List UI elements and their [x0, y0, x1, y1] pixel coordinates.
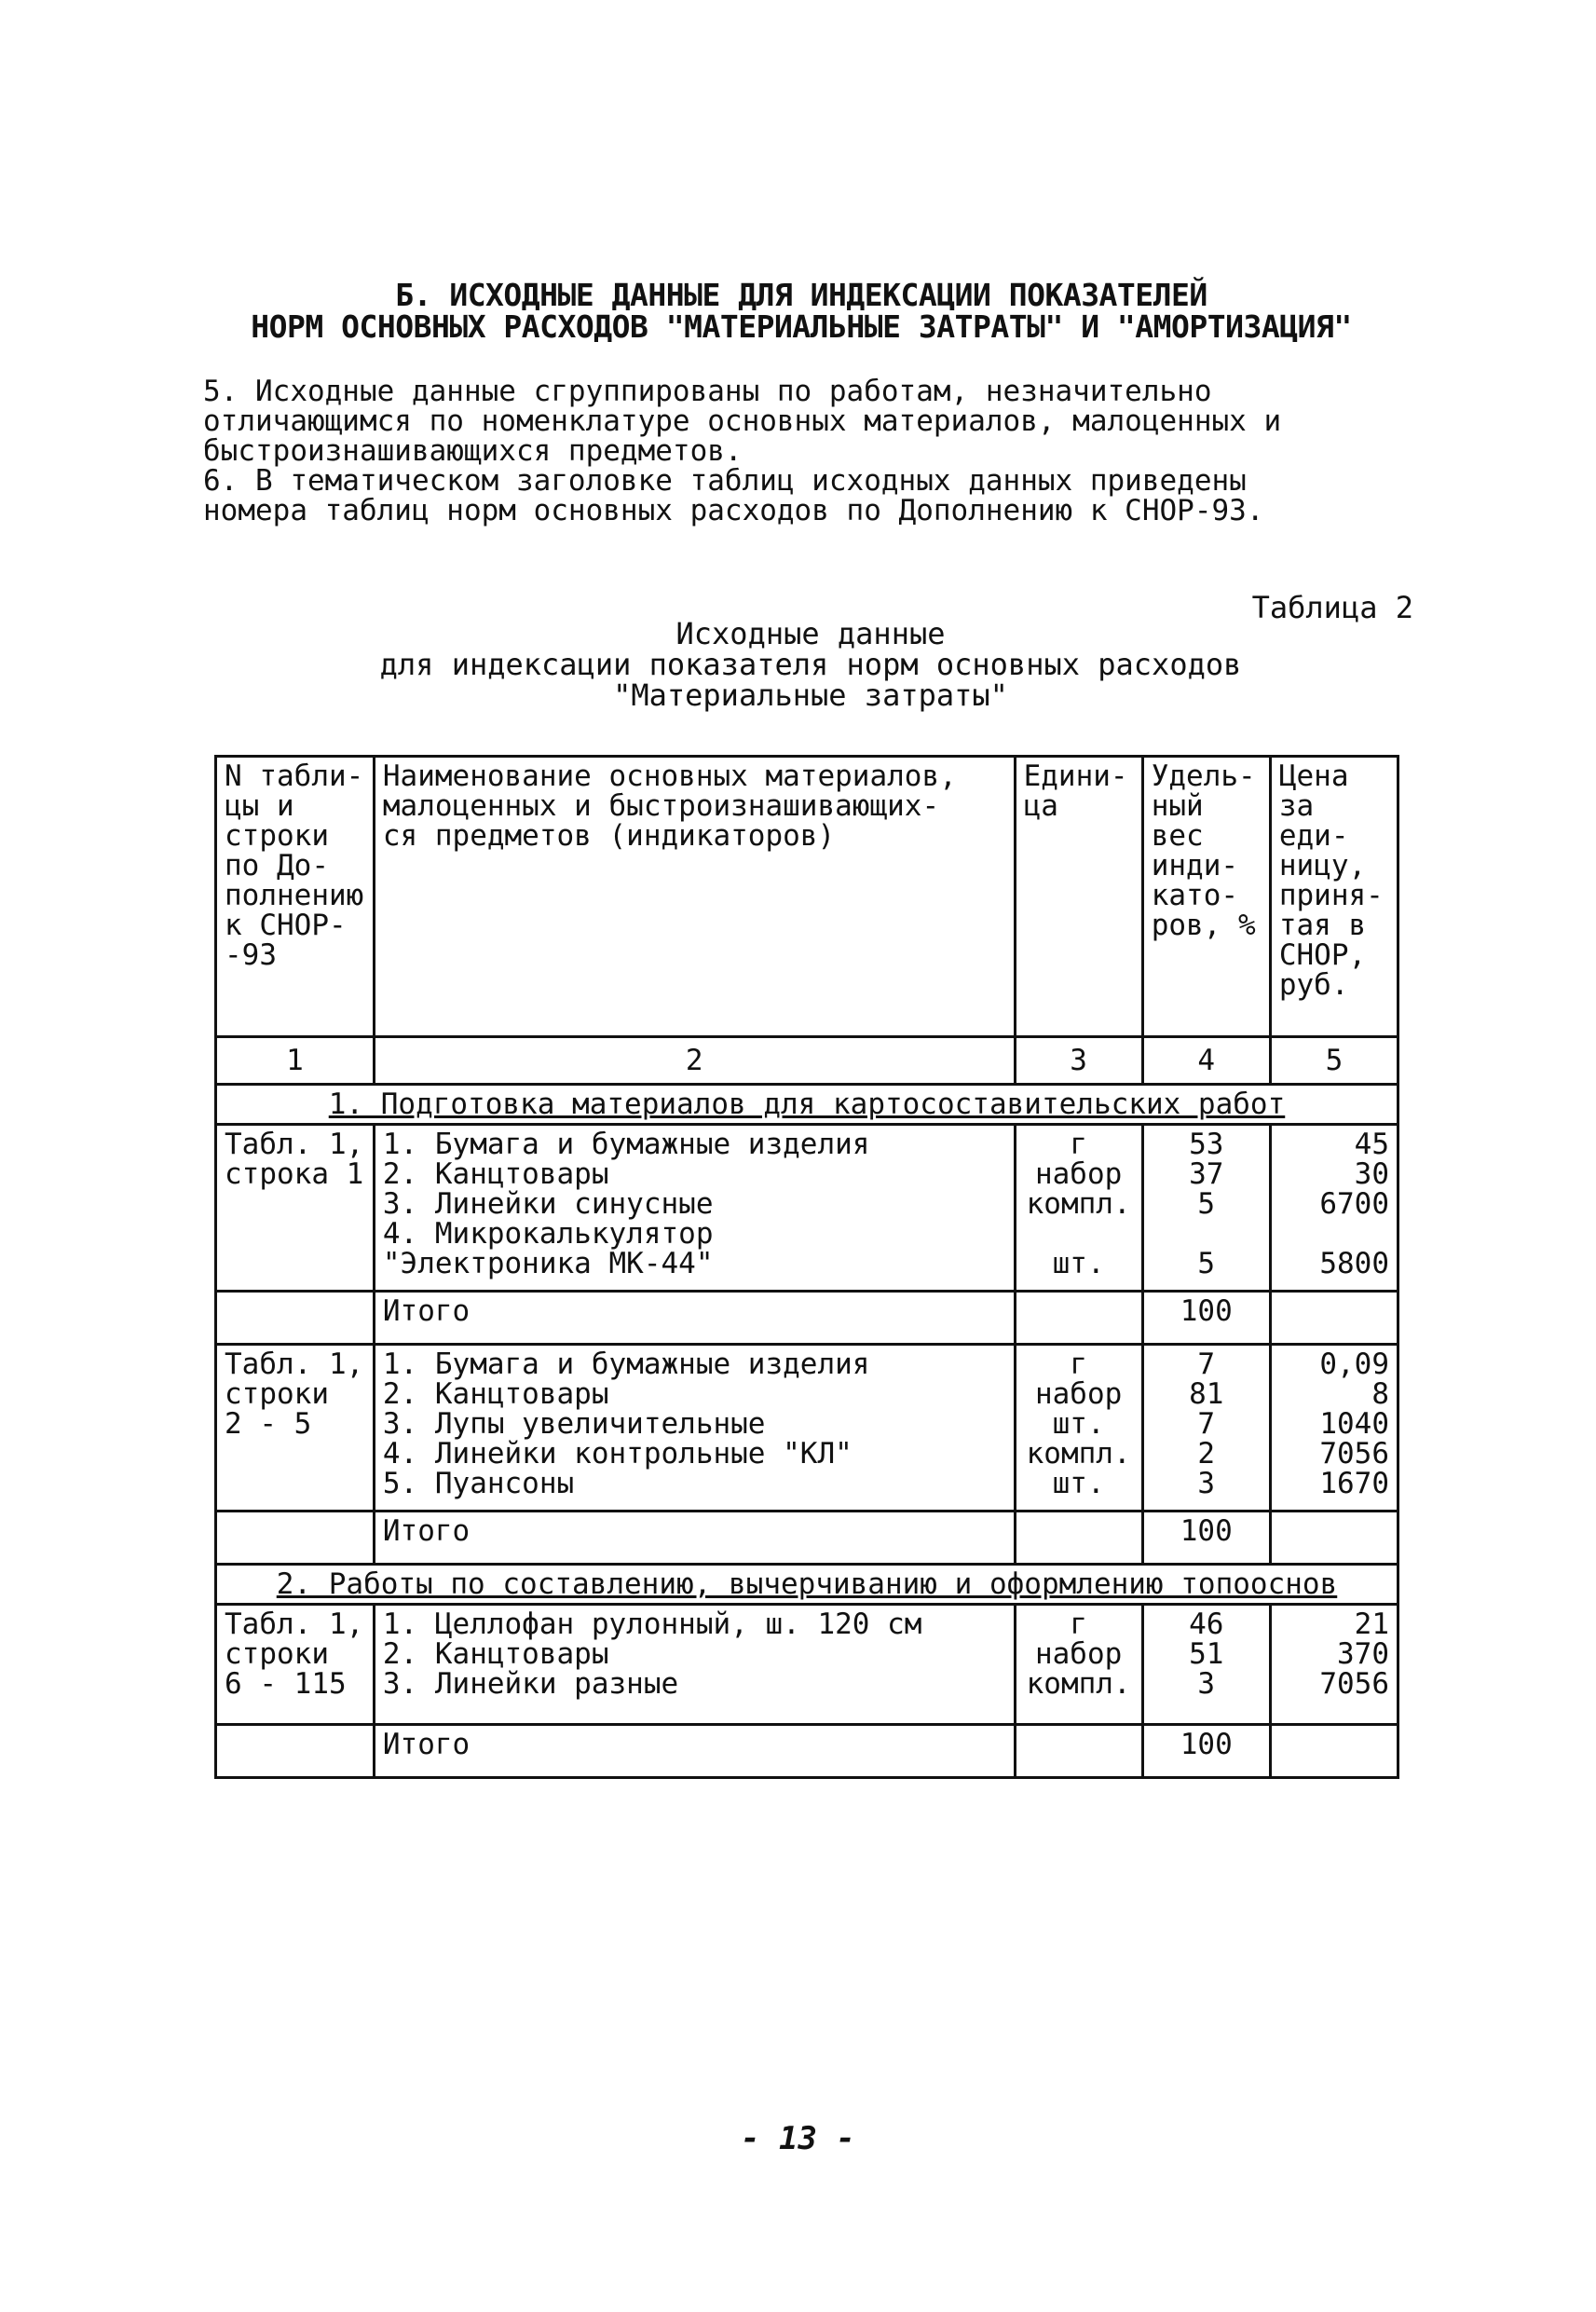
cell-line: ницу,: [1278, 849, 1367, 882]
section-title-text: 2. Работы по составлению, вычерчиванию и оформлению топооснов: [276, 1567, 1338, 1601]
column-number: 1: [216, 1037, 375, 1085]
heading-line-1: Б. ИСХОДНЫЕ ДАННЫЕ ДЛЯ ИНДЕКСАЦИИ ПОКАЗАТЕЛЕЙ: [395, 277, 1207, 313]
cell-line: 2. Канцтовары: [382, 1157, 609, 1191]
cell-line: по До-: [225, 849, 329, 882]
section-row: [216, 1565, 1398, 1605]
cell-line: набор: [1034, 1157, 1123, 1191]
total-empty-cell: [216, 1725, 375, 1778]
cell-line: строки: [225, 1637, 329, 1671]
cell-line: Наименование основных материалов,: [382, 759, 957, 793]
cell-line: 46: [1189, 1607, 1224, 1641]
table-row: [216, 1605, 1398, 1725]
cell-line: 7: [1197, 1348, 1216, 1381]
cell-line: 1670: [1319, 1467, 1389, 1500]
cell-line: еди-: [1278, 819, 1349, 853]
table-row: [216, 1125, 1398, 1292]
cell-line: за: [1278, 789, 1315, 823]
heading-line-2: НОРМ ОСНОВНЫХ РАСХОДОВ "МАТЕРИАЛЬНЫЕ ЗАТРАТЫ" И "АМОРТИЗАЦИЯ": [251, 308, 1352, 345]
caption-line-1: Исходные данные: [675, 616, 946, 651]
total-empty-cell: [1015, 1512, 1142, 1565]
cell-line: [1024, 1219, 1134, 1249]
total-empty-cell: [1270, 1292, 1398, 1345]
cell-line: 3. Лупы увеличительные: [382, 1407, 766, 1441]
cell-line: 7: [1197, 1407, 1216, 1441]
cell-line: 7056: [1319, 1437, 1389, 1471]
cell-line: 0,09: [1319, 1348, 1389, 1381]
cell-line: -93: [225, 938, 277, 972]
cell-line: 21: [1354, 1607, 1389, 1641]
ref-cell: [216, 1605, 375, 1725]
total-value: 100: [1142, 1725, 1270, 1778]
cell-line: [1152, 1219, 1262, 1249]
total-row: [216, 1292, 1398, 1345]
cell-line: 3. Линейки разные: [382, 1667, 679, 1701]
cell-line: ся предметов (индикаторов): [382, 819, 836, 853]
total-empty-cell: [1015, 1725, 1142, 1778]
header-cell-weight: [1142, 757, 1270, 1037]
total-label: Итого: [374, 1292, 1015, 1345]
total-label: Итого: [374, 1725, 1015, 1778]
column-number: 4: [1142, 1037, 1270, 1085]
cell-line: руб.: [1278, 968, 1349, 1002]
caption-line-3: "Материальные затраты": [613, 677, 1008, 713]
cell-line: цы и: [225, 789, 294, 823]
cell-line: "Электроника МК-44": [382, 1247, 714, 1280]
cell-line: г: [1070, 1607, 1087, 1641]
ref-cell: [216, 1125, 375, 1292]
cell-line: строки: [225, 819, 329, 853]
total-row: [216, 1725, 1398, 1778]
units-cell: [1015, 1125, 1142, 1292]
cell-line: ров, %: [1151, 909, 1256, 942]
page-number: - 13 -: [741, 2120, 855, 2157]
cell-line: 8: [1371, 1377, 1389, 1411]
cell-line: 1. Бумага и бумажные изделия: [382, 1348, 870, 1381]
cell-line: 7056: [1319, 1667, 1389, 1701]
units-cell: [1015, 1605, 1142, 1725]
cell-line: 2 - 5: [225, 1407, 312, 1441]
cell-line: шт.: [1052, 1467, 1105, 1500]
section-title-text: 1. Подготовка материалов для картосоставительских работ: [328, 1088, 1286, 1121]
total-value: 100: [1142, 1292, 1270, 1345]
paragraph-line: отличающимся по номенклатуре основных материалов, малоценных и: [203, 404, 1282, 438]
cell-line: шт.: [1052, 1407, 1105, 1441]
prices-cell: [1270, 1345, 1398, 1512]
total-empty-cell: [216, 1292, 375, 1345]
cell-line: строка 1: [225, 1157, 364, 1191]
total-empty-cell: [1270, 1725, 1398, 1778]
cell-line: ный: [1151, 789, 1204, 823]
section-title: [216, 1565, 1398, 1605]
column-number: 2: [374, 1037, 1015, 1085]
cell-line: инди-: [1151, 849, 1239, 882]
cell-line: 3: [1197, 1467, 1216, 1500]
cell-line: 3. Линейки синусные: [382, 1187, 714, 1221]
cell-line: Цена: [1278, 759, 1349, 793]
cell-line: 53: [1189, 1128, 1224, 1161]
cell-line: 3: [1197, 1667, 1216, 1701]
paragraph-5: [203, 376, 1414, 466]
weights-cell: [1142, 1125, 1270, 1292]
paragraph-line: 5. Исходные данные сгруппированы по работам, незначительно: [203, 375, 1212, 408]
cell-line: 2. Канцтовары: [382, 1637, 609, 1671]
header-cell-price: [1270, 757, 1398, 1037]
total-empty-cell: [1270, 1512, 1398, 1565]
prices-cell: [1270, 1125, 1398, 1292]
cell-line: 81: [1189, 1377, 1224, 1411]
cell-line: ца: [1023, 789, 1058, 823]
items-cell: [374, 1125, 1015, 1292]
paragraph-line: быстроизнашивающихся предметов.: [203, 434, 743, 468]
cell-line: малоценных и быстроизнашивающих-: [382, 789, 940, 823]
total-value: 100: [1142, 1512, 1270, 1565]
cell-line: строки: [225, 1377, 329, 1411]
cell-line: набор: [1034, 1377, 1123, 1411]
paragraph-line: 6. В тематическом заголовке таблиц исходных данных приведены: [203, 464, 1247, 498]
cell-line: набор: [1034, 1637, 1123, 1671]
ref-cell: [216, 1345, 375, 1512]
cell-line: 1. Целлофан рулонный, ш. 120 см: [382, 1607, 922, 1641]
table-row: [216, 1345, 1398, 1512]
header-cell-name: [374, 757, 1015, 1037]
weights-cell: [1142, 1605, 1270, 1725]
section-row: [216, 1085, 1398, 1125]
cell-line: приня-: [1278, 879, 1384, 912]
cell-line: компл.: [1026, 1187, 1131, 1221]
column-number: 3: [1015, 1037, 1142, 1085]
weights-cell: [1142, 1345, 1270, 1512]
items-cell: [374, 1605, 1015, 1725]
units-cell: [1015, 1345, 1142, 1512]
cell-line: 5800: [1319, 1247, 1389, 1280]
cell-line: 1. Бумага и бумажные изделия: [382, 1128, 870, 1161]
total-empty-cell: [216, 1512, 375, 1565]
cell-line: Едини-: [1023, 759, 1128, 793]
header-cell-ref: [216, 757, 375, 1037]
total-label: Итого: [374, 1512, 1015, 1565]
paragraph-line: номера таблиц норм основных расходов по Дополнению к СНОР-93.: [203, 494, 1264, 527]
cell-line: тая в: [1278, 909, 1367, 942]
cell-line: [1279, 1219, 1389, 1249]
header-cell-unit: [1015, 757, 1142, 1037]
total-row: [216, 1512, 1398, 1565]
cell-line: 37: [1189, 1157, 1224, 1191]
cell-line: компл.: [1026, 1437, 1131, 1471]
cell-line: полнению: [225, 879, 364, 912]
cell-line: 45: [1354, 1128, 1389, 1161]
table-caption: [214, 616, 1407, 713]
header-row: [216, 757, 1398, 1037]
paragraph-6: [203, 466, 1414, 526]
items-cell: [374, 1345, 1015, 1512]
cell-line: 6700: [1319, 1187, 1389, 1221]
column-number-row: [216, 1037, 1398, 1085]
cell-line: 30: [1354, 1157, 1389, 1191]
cell-line: 370: [1337, 1637, 1389, 1671]
cell-line: 4. Микрокалькулятор: [382, 1217, 714, 1251]
section-heading: [186, 277, 1416, 345]
cell-line: 5: [1197, 1187, 1216, 1221]
section-title: [216, 1085, 1398, 1125]
column-number: 5: [1270, 1037, 1398, 1085]
cell-line: шт.: [1052, 1247, 1105, 1280]
cell-line: вес: [1151, 819, 1204, 853]
cell-line: като-: [1151, 879, 1239, 912]
cell-line: г: [1070, 1348, 1087, 1381]
cell-line: к СНОР-: [225, 909, 347, 942]
cell-line: Табл. 1,: [225, 1128, 364, 1161]
cell-line: 5. Пуансоны: [382, 1467, 575, 1500]
cell-line: 51: [1189, 1637, 1224, 1671]
cell-line: 6 - 115: [225, 1667, 347, 1701]
cell-line: Удель-: [1151, 759, 1256, 793]
total-empty-cell: [1015, 1292, 1142, 1345]
cell-line: Табл. 1,: [225, 1348, 364, 1381]
caption-line-2: для индексации показателя норм основных расходов: [379, 647, 1242, 682]
cell-line: г: [1070, 1128, 1087, 1161]
cell-line: компл.: [1026, 1667, 1131, 1701]
cell-line: СНОР,: [1278, 938, 1367, 972]
cell-line: 1040: [1319, 1407, 1389, 1441]
table-number: Таблица 2: [1251, 590, 1413, 625]
cell-line: 2. Канцтовары: [382, 1377, 609, 1411]
cell-line: 4. Линейки контрольные "КЛ": [382, 1437, 853, 1471]
cell-line: 5: [1197, 1247, 1216, 1280]
cell-line: Табл. 1,: [225, 1607, 364, 1641]
cell-line: 2: [1197, 1437, 1216, 1471]
prices-cell: [1270, 1605, 1398, 1725]
materials-table: [214, 755, 1399, 1779]
cell-line: N табли-: [225, 759, 364, 793]
